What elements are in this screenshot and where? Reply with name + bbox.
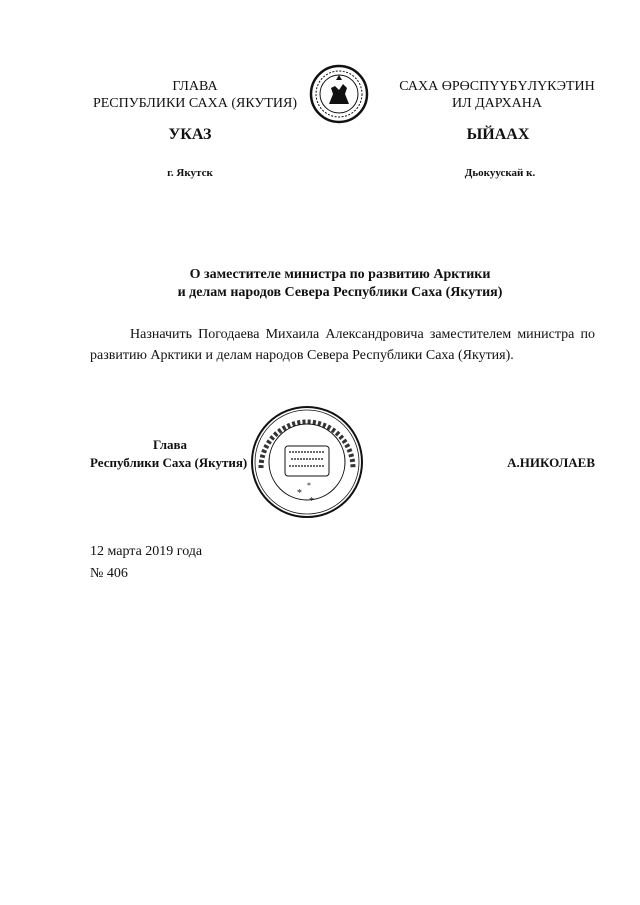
- doc-type-ru: УКАЗ: [168, 126, 212, 143]
- svg-text:*: *: [297, 488, 302, 499]
- signatory-name: А.НИКОЛАЕВ: [507, 455, 595, 470]
- signatory-title-line1: Глава: [152, 437, 188, 452]
- svg-text:*: *: [309, 496, 314, 507]
- header-right-line2: ИЛ ДАРХАНА: [451, 96, 542, 111]
- header-left-line1: ГЛАВА: [172, 79, 218, 94]
- decree-title: [90, 266, 590, 302]
- header-left-line2: РЕСПУБЛИКИ САХА (ЯКУТИЯ): [92, 96, 298, 111]
- header-right: [392, 78, 602, 112]
- doc-type-sakha: ЫЙААХ: [466, 126, 530, 143]
- city-sakha: Дьокуускай к.: [464, 167, 536, 179]
- city-ru: г. Якутск: [167, 167, 213, 179]
- signatory-title: [90, 436, 270, 472]
- title-line2: и делам народов Севера Республики Саха (Якутия): [177, 285, 503, 300]
- sakha-coat-of-arms-icon: [309, 64, 369, 124]
- decree-date: 12 марта 2019 года: [90, 544, 203, 559]
- svg-text:*: *: [307, 481, 311, 490]
- decree-body: Назначить Погодаева Михаила Александровича заместителем министра по развитию Арктики и делам народов Севера Республики Саха (Якутия).: [90, 327, 595, 363]
- decree-number: № 406: [90, 566, 128, 581]
- signatory-title-line2: Республики Саха (Якутия): [90, 455, 248, 470]
- title-line1: О заместителе министра по развитию Арктики: [189, 267, 491, 282]
- header-right-line1: САХА ӨРӨСПҮҮБҮЛҮКЭТИН: [399, 79, 595, 94]
- header-left: [85, 78, 305, 112]
- official-seal-stamp: [249, 404, 365, 520]
- decree-footer: [90, 541, 202, 585]
